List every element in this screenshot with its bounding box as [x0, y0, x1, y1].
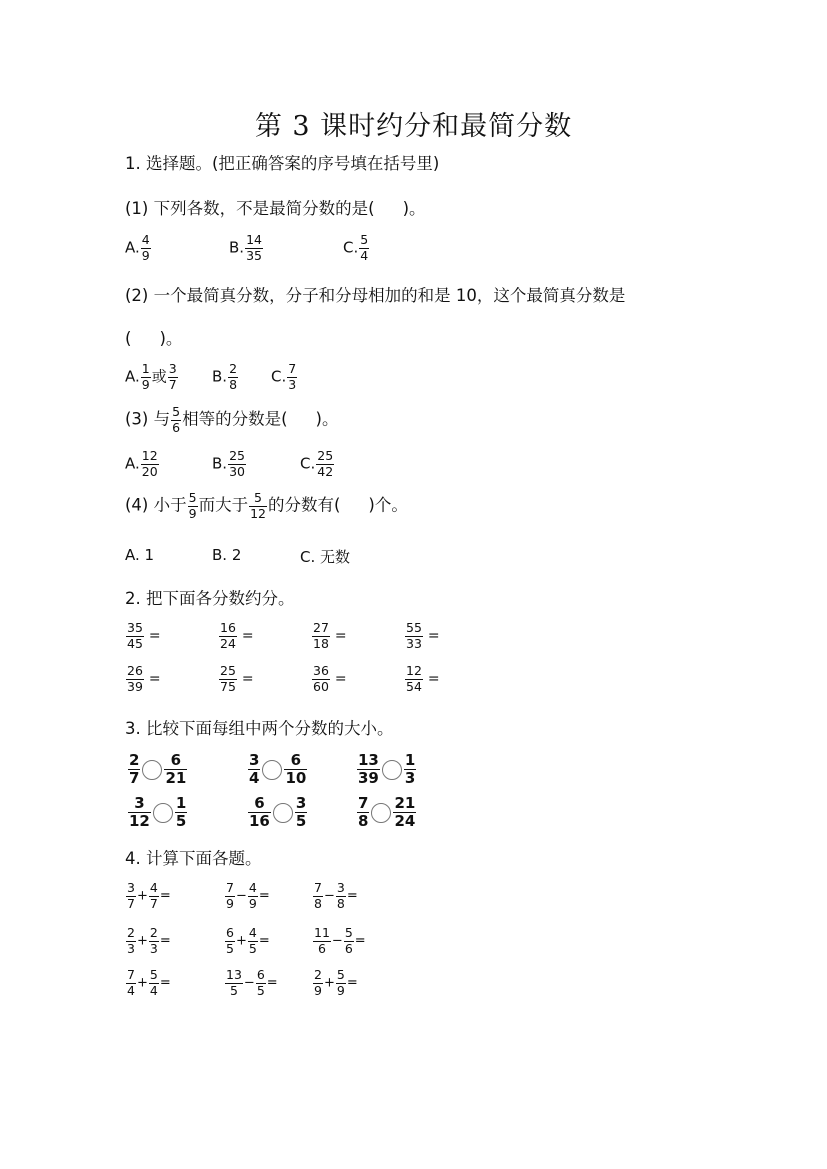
- denominator: 4: [360, 247, 369, 263]
- denominator: 42: [317, 463, 334, 479]
- fraction: [248, 796, 271, 829]
- numerator: 4: [248, 880, 257, 895]
- fraction: [248, 927, 258, 955]
- fraction: [126, 665, 144, 693]
- fraction: [336, 882, 346, 910]
- numerator: 1: [404, 751, 416, 769]
- numerator: 13: [358, 751, 379, 769]
- q1-p4-option-a: A. 1: [125, 546, 155, 564]
- fraction: [313, 927, 331, 955]
- fraction: [287, 363, 297, 391]
- numerator: 7: [358, 794, 369, 812]
- option-label: C.: [343, 238, 359, 257]
- fraction: [175, 796, 187, 829]
- fraction: [225, 927, 235, 955]
- option-label: B.: [212, 454, 228, 473]
- fraction: [128, 753, 140, 786]
- numerator: 2: [129, 751, 140, 769]
- fraction: [313, 882, 323, 910]
- denominator: 4: [127, 982, 135, 998]
- denominator: 8: [314, 895, 322, 911]
- calc-item: [125, 882, 201, 910]
- numerator: 2: [149, 925, 158, 940]
- q1-p1-option-a: [125, 234, 152, 262]
- denominator: 4: [249, 769, 260, 787]
- numerator: 11: [314, 925, 330, 940]
- q2-heading: 2. 把下面各分数约分。: [125, 589, 295, 608]
- numerator: 3: [134, 794, 145, 812]
- q4-heading: 4. 计算下面各题。: [125, 849, 262, 868]
- compare-circle[interactable]: [382, 760, 402, 780]
- numerator: 5: [336, 967, 345, 982]
- numerator: 12: [141, 448, 158, 463]
- stem-text: 的分数有(: [267, 495, 341, 515]
- numerator: 4: [248, 925, 257, 940]
- fraction: [312, 665, 330, 693]
- reduce-item: [218, 665, 284, 693]
- compare-circle[interactable]: [371, 803, 391, 823]
- denominator: 16: [249, 812, 270, 830]
- compare-item: [356, 796, 417, 829]
- reduce-item: [125, 665, 191, 693]
- numerator: 27: [313, 620, 329, 635]
- fraction: [219, 665, 237, 693]
- calc-item: [312, 969, 388, 997]
- numerator: 6: [254, 794, 265, 812]
- fraction: [149, 969, 159, 997]
- calc-item: [224, 882, 300, 910]
- calc-item: [312, 927, 396, 955]
- stem-text: )。: [315, 409, 339, 429]
- equals-sign: =: [148, 671, 161, 687]
- denominator: 9: [248, 895, 257, 911]
- compare-item: [127, 753, 188, 786]
- denominator: 9: [141, 247, 150, 263]
- denominator: 5: [226, 940, 234, 956]
- numerator: 16: [220, 620, 236, 635]
- q1-p1-option-c: [343, 234, 370, 262]
- q1-p2-option-a: [125, 363, 179, 391]
- reduce-item: [311, 622, 377, 650]
- equals-sign: =: [346, 888, 358, 904]
- stem-text: (4) 小于: [125, 495, 187, 515]
- fraction: [313, 969, 323, 997]
- denominator: 12: [129, 812, 150, 830]
- operator: −: [243, 975, 255, 991]
- reduce-item: [218, 622, 284, 650]
- fraction: [128, 796, 151, 829]
- denominator: 8: [358, 812, 369, 830]
- fraction: [126, 927, 136, 955]
- numerator: 21: [394, 794, 416, 812]
- compare-item: [247, 753, 308, 786]
- fraction: [405, 622, 423, 650]
- option-label: A.: [125, 367, 140, 386]
- fraction: [359, 234, 369, 262]
- numerator: 7: [314, 880, 322, 895]
- denominator: 33: [406, 635, 422, 651]
- denominator: 9: [188, 505, 197, 521]
- fraction: [164, 753, 187, 786]
- fraction: [248, 753, 260, 786]
- numerator: 12: [406, 663, 422, 678]
- fraction: [188, 492, 198, 520]
- fraction: [228, 450, 246, 478]
- numerator: 1: [175, 794, 187, 812]
- denominator: 24: [394, 812, 416, 830]
- stem-text: )个。: [368, 495, 408, 515]
- fraction: [357, 796, 369, 829]
- fraction: [357, 753, 380, 786]
- fraction: [171, 406, 181, 434]
- operator: +: [323, 975, 335, 991]
- or-text: 或: [151, 367, 167, 386]
- fraction: [168, 363, 178, 391]
- q1-p3-option-b: [212, 450, 247, 478]
- q1-p3-option-a: [125, 450, 160, 478]
- equals-sign: =: [159, 888, 171, 904]
- denominator: 4: [149, 982, 158, 998]
- denominator: 24: [220, 635, 236, 651]
- reduce-item: [404, 622, 470, 650]
- compare-circle[interactable]: [142, 760, 162, 780]
- q1-p1-option-b: [229, 234, 264, 262]
- denominator: 45: [127, 635, 143, 651]
- equals-sign: =: [266, 975, 278, 991]
- fraction: [228, 363, 238, 391]
- denominator: 39: [358, 769, 379, 787]
- denominator: 39: [127, 678, 143, 694]
- calc-item: [224, 927, 300, 955]
- equals-sign: =: [354, 933, 366, 949]
- operator: −: [331, 933, 343, 949]
- calc-item: [224, 969, 308, 997]
- fraction: [249, 492, 267, 520]
- q1-p1-stem: [125, 199, 426, 219]
- numerator: 6: [290, 751, 302, 769]
- denominator: 75: [220, 678, 236, 694]
- numerator: 3: [249, 751, 260, 769]
- numerator: 3: [336, 880, 345, 895]
- numerator: 6: [170, 751, 182, 769]
- numerator: 5: [149, 967, 158, 982]
- denominator: 10: [285, 769, 307, 787]
- equals-sign: =: [258, 933, 270, 949]
- paren-close: )。: [159, 329, 183, 348]
- denominator: 5: [295, 812, 307, 830]
- numerator: 36: [313, 663, 329, 678]
- calc-item: [312, 882, 388, 910]
- paren-open: (: [125, 329, 132, 348]
- q1-p4-option-b: B. 2: [212, 546, 242, 564]
- equals-sign: =: [334, 671, 347, 687]
- denominator: 20: [141, 463, 158, 479]
- reduce-item: [404, 665, 470, 693]
- numerator: 7: [127, 967, 135, 982]
- fraction: [248, 882, 258, 910]
- calc-item: [125, 969, 201, 997]
- option-label: C.: [300, 454, 316, 473]
- option-label: B.: [212, 367, 228, 386]
- equals-sign: =: [334, 628, 347, 644]
- numerator: 6: [256, 967, 265, 982]
- fraction: [404, 753, 416, 786]
- numerator: 5: [360, 232, 369, 247]
- denominator: 30: [229, 463, 245, 479]
- numerator: 7: [288, 361, 297, 376]
- denominator: 5: [175, 812, 187, 830]
- stem-text: 相等的分数是(: [182, 409, 288, 429]
- denominator: 9: [314, 982, 322, 998]
- q1-p2-option-b: [212, 363, 239, 391]
- q1-p2-option-c: [271, 363, 298, 391]
- q1-p3-stem: [125, 406, 338, 434]
- calc-item: [125, 927, 201, 955]
- denominator: 3: [288, 376, 297, 392]
- q1-heading: 1. 选择题。(把正确答案的序号填在括号里): [125, 154, 440, 173]
- denominator: 60: [313, 678, 329, 694]
- fraction: [256, 969, 266, 997]
- equals-sign: =: [346, 975, 358, 991]
- reduce-item: [125, 622, 191, 650]
- numerator: 7: [226, 880, 234, 895]
- denominator: 5: [248, 940, 257, 956]
- denominator: 6: [317, 940, 326, 956]
- fraction: [141, 234, 151, 262]
- numerator: 25: [220, 663, 236, 678]
- denominator: 6: [344, 940, 353, 956]
- numerator: 26: [127, 663, 143, 678]
- denominator: 21: [165, 769, 187, 787]
- denominator: 12: [250, 505, 266, 521]
- equals-sign: =: [148, 628, 161, 644]
- fraction: [126, 882, 136, 910]
- equals-sign: =: [258, 888, 270, 904]
- fraction: [344, 927, 354, 955]
- equals-sign: =: [241, 628, 254, 644]
- numerator: 55: [406, 620, 422, 635]
- q1-p1-stem-b: )。: [402, 199, 426, 218]
- stem-text: 而大于: [198, 495, 249, 515]
- fraction: [295, 796, 307, 829]
- fraction: [316, 450, 334, 478]
- operator: −: [323, 888, 335, 904]
- denominator: 8: [336, 895, 345, 911]
- fraction: [245, 234, 263, 262]
- q1-p2-stem: (2) 一个最简真分数，分子和分母相加的和是 10，这个最简真分数是: [125, 286, 626, 305]
- fraction: [225, 882, 235, 910]
- operator: −: [235, 888, 247, 904]
- compare-circle[interactable]: [153, 803, 173, 823]
- denominator: 5: [229, 982, 238, 998]
- q1-p3-option-c: [300, 450, 335, 478]
- page-title: 第 3 课时约分和最简分数: [254, 111, 573, 142]
- denominator: 8: [229, 376, 238, 392]
- numerator: 4: [149, 880, 158, 895]
- operator: +: [235, 933, 247, 949]
- denominator: 7: [129, 769, 140, 787]
- option-label: B.: [229, 238, 245, 257]
- fraction: [405, 665, 423, 693]
- compare-item: [247, 796, 308, 829]
- denominator: 7: [127, 895, 135, 911]
- operator: +: [136, 975, 148, 991]
- numerator: 25: [317, 448, 334, 463]
- numerator: 25: [229, 448, 245, 463]
- fraction: [149, 927, 159, 955]
- denominator: 5: [256, 982, 265, 998]
- denominator: 3: [404, 769, 416, 787]
- q3-heading: 3. 比较下面每组中两个分数的大小。: [125, 719, 394, 738]
- stem-text: (3) 与: [125, 409, 171, 429]
- fraction: [336, 969, 346, 997]
- equals-sign: =: [159, 975, 171, 991]
- denominator: 9: [141, 376, 150, 392]
- fraction: [219, 622, 237, 650]
- numerator: 35: [127, 620, 143, 635]
- numerator: 3: [127, 880, 135, 895]
- fraction: [312, 622, 330, 650]
- fraction: [284, 753, 307, 786]
- operator: +: [136, 933, 148, 949]
- compare-item: [127, 796, 188, 829]
- numerator: 2: [229, 361, 238, 376]
- fraction: [149, 882, 159, 910]
- fraction: [141, 450, 159, 478]
- option-label: A.: [125, 454, 140, 473]
- compare-circle[interactable]: [273, 803, 293, 823]
- compare-item: [356, 753, 417, 786]
- denominator: 18: [313, 635, 329, 651]
- numerator: 2: [314, 967, 322, 982]
- denominator: 7: [149, 895, 158, 911]
- numerator: 2: [127, 925, 135, 940]
- fraction: [393, 796, 416, 829]
- numerator: 5: [254, 490, 262, 505]
- q1-p4-stem: [125, 492, 408, 520]
- equals-sign: =: [159, 933, 171, 949]
- equals-sign: =: [427, 671, 440, 687]
- denominator: 54: [406, 678, 422, 694]
- option-label: A.: [125, 238, 140, 257]
- denominator: 3: [127, 940, 135, 956]
- denominator: 35: [246, 247, 262, 263]
- denominator: 7: [168, 376, 177, 392]
- q1-p2-blank: [125, 329, 182, 349]
- numerator: 5: [172, 404, 181, 419]
- denominator: 6: [172, 419, 181, 435]
- fraction: [126, 622, 144, 650]
- fraction: [126, 969, 136, 997]
- numerator: 13: [226, 967, 242, 982]
- q1-p1-stem-a: (1) 下列各数，不是最简分数的是(: [125, 199, 375, 218]
- numerator: 4: [141, 232, 150, 247]
- numerator: 6: [226, 925, 234, 940]
- compare-circle[interactable]: [262, 760, 282, 780]
- fraction: [141, 363, 151, 391]
- option-label: C.: [271, 367, 287, 386]
- numerator: 5: [188, 490, 197, 505]
- q1-p4-option-c: C. 无数: [300, 548, 351, 566]
- numerator: 3: [168, 361, 177, 376]
- denominator: 9: [226, 895, 234, 911]
- equals-sign: =: [427, 628, 440, 644]
- fraction: [225, 969, 243, 997]
- operator: +: [136, 888, 148, 904]
- numerator: 3: [295, 794, 307, 812]
- denominator: 3: [149, 940, 158, 956]
- numerator: 5: [344, 925, 353, 940]
- equals-sign: =: [241, 671, 254, 687]
- numerator: 14: [246, 232, 262, 247]
- reduce-item: [311, 665, 377, 693]
- numerator: 1: [141, 361, 150, 376]
- denominator: 9: [336, 982, 345, 998]
